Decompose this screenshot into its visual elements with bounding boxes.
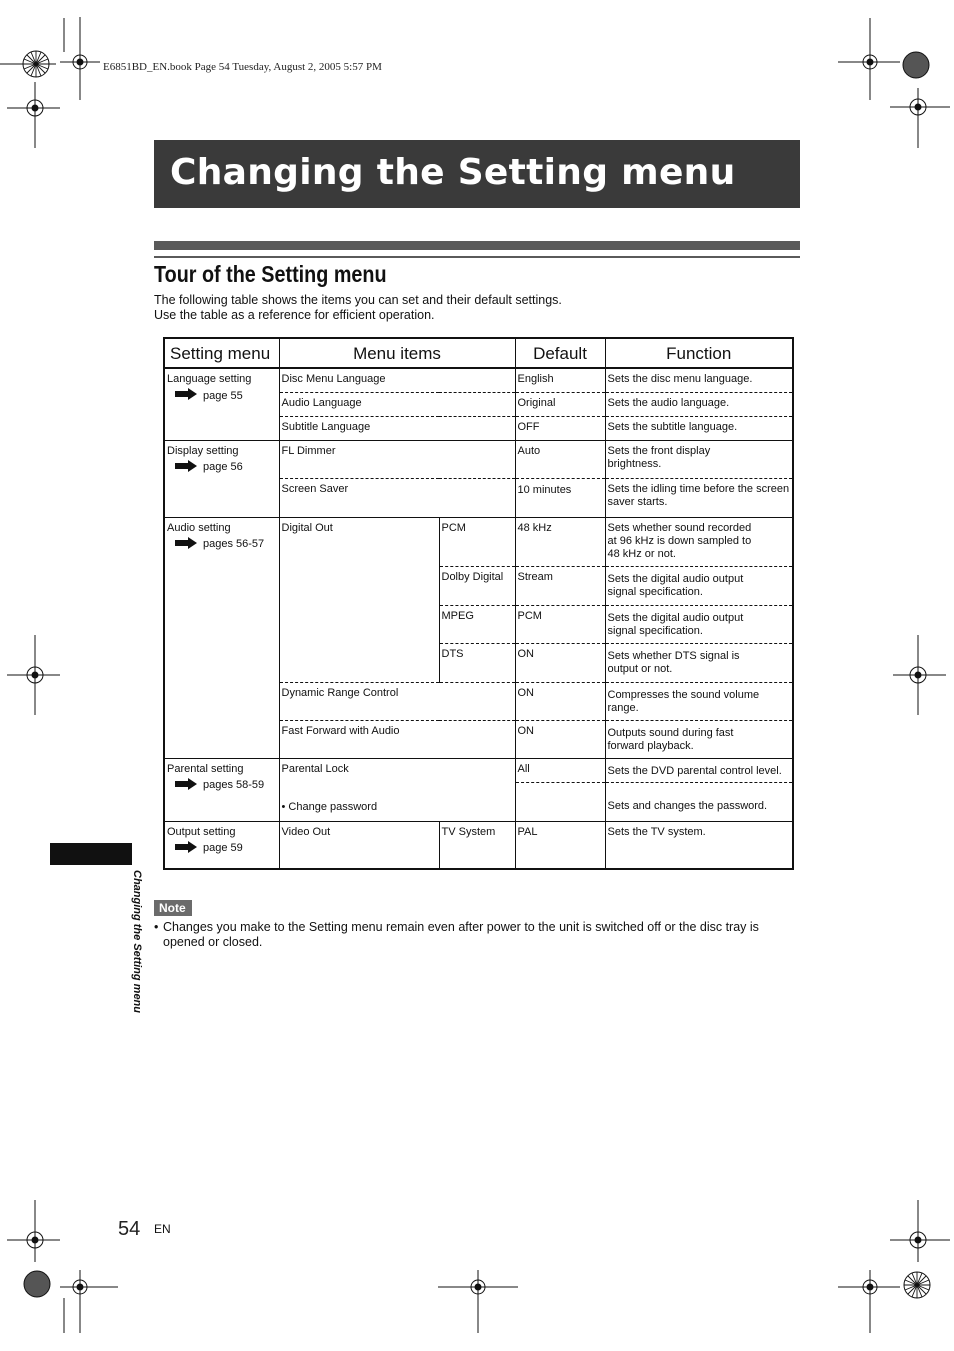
note-bullet: • [154,920,159,934]
page-ref-arrow-icon [175,778,197,794]
page-ref: page 56 [203,461,243,473]
menu-subitem: MPEG [439,605,515,643]
setting-audio-cell [164,517,279,758]
default-value: ON [515,720,605,758]
default-value: ON [515,643,605,682]
function-text [605,643,793,682]
menu-item: Dynamic Range Control [279,682,515,720]
page-ref: pages 58-59 [203,779,265,791]
default-value: ON [515,682,605,720]
default-value: PCM [515,605,605,643]
function-line: forward playback. [607,739,694,752]
page-ref: page 55 [203,389,243,402]
page-language: EN [154,1222,171,1236]
setting-display-cell [164,440,279,517]
function-line: Compresses the sound volume [607,688,760,701]
section-rule [154,241,800,250]
function-text [605,478,793,517]
page-number: 54 [118,1218,141,1240]
default-value: 10 minutes [515,478,605,517]
setting-name: Display setting [167,444,239,457]
menu-subitem: TV System [439,821,515,869]
intro-line: Use the table as a reference for efficient operation. [154,308,435,322]
header-function: Function [605,338,793,368]
table-header-row [164,338,793,368]
table-row [164,821,793,869]
function-text [605,720,793,758]
function-line: Sets the digital audio output [607,572,744,585]
menu-item: Audio Language [279,392,515,416]
intro-text [154,293,562,323]
function-line: Outputs sound during fast [607,726,734,739]
chapter-tab [50,843,132,865]
setting-name: Language setting [167,373,252,385]
function-text [605,605,793,643]
page-title-bar [154,140,800,208]
menu-item-digital-out: Digital Out [279,517,439,682]
menu-item: Disc Menu Language [279,368,515,392]
print-header: E6851BD_EN.book Page 54 Tuesday, August 2, 2005 5:57 PM [103,61,382,73]
table-row [164,368,793,392]
menu-subitem: • Change password [281,800,378,813]
header-menu-items: Menu items [279,338,515,368]
page-ref-arrow-icon [175,537,197,553]
function-line: signal specification. [607,585,703,598]
function-text: Sets the DVD parental control level. [605,758,793,782]
function-text: Sets and changes the password. [605,782,793,821]
function-line: 48 kHz or not. [607,547,676,560]
function-line: signal specification. [607,624,703,637]
menu-item: Screen Saver [279,478,515,517]
function-text: Sets the subtitle language. [605,416,793,440]
function-text [605,440,793,478]
header-default: Default [515,338,605,368]
function-line: saver starts. [607,495,668,508]
page-title: Changing the Setting menu [170,152,736,193]
function-line: Sets the idling time before the screen [607,482,790,495]
default-value: 48 kHz [515,517,605,566]
function-text: Sets the TV system. [605,821,793,869]
page-ref-arrow-icon [175,841,197,857]
table-row [164,440,793,478]
function-text: Sets the audio language. [605,392,793,416]
function-line: Sets the front display [607,444,711,457]
menu-item: Video Out [279,821,439,869]
function-text [605,682,793,720]
setting-name: Audio setting [167,521,231,534]
menu-item: FL Dimmer [279,440,515,478]
setting-parental-cell [164,758,279,821]
setting-output-cell [164,821,279,869]
default-value: All [515,758,605,782]
settings-table [163,337,794,870]
page-ref-arrow-icon [175,460,197,476]
function-line: at 96 kHz is down sampled to [607,534,752,547]
setting-name: Parental setting [167,762,244,775]
menu-item: Parental Lock [281,762,349,775]
intro-line: The following table shows the items you can set and their default settings. [154,293,562,307]
menu-subitem: Dolby Digital [439,566,515,605]
header-setting-menu: Setting menu [164,338,279,368]
chapter-side-label: Changing the Setting menu [131,870,143,1013]
default-value: PAL [515,821,605,869]
default-value [515,782,605,821]
function-line: brightness. [607,457,662,470]
default-value: Auto [515,440,605,478]
menu-item-parental [279,758,515,821]
menu-item: Subtitle Language [279,416,515,440]
function-line: Sets whether sound recorded [607,521,752,534]
function-line: output or not. [607,662,673,675]
default-value: Original [515,392,605,416]
default-value: English [515,368,605,392]
note-text [154,920,794,950]
default-value: Stream [515,566,605,605]
table-row [164,758,793,782]
function-text: Sets the disc menu language. [605,368,793,392]
default-value: OFF [515,416,605,440]
page-ref-arrow-icon [175,388,197,404]
function-line: range. [607,701,639,714]
setting-language-cell [164,368,279,440]
table-row [164,517,793,566]
section-title: Tour of the Setting menu [154,261,387,287]
function-line: Sets whether DTS signal is [607,649,740,662]
page-ref: pages 56-57 [203,538,265,550]
page-ref: page 59 [203,842,243,854]
menu-subitem: DTS [439,643,515,682]
function-line: Sets the digital audio output [607,611,744,624]
note-body: Changes you make to the Setting menu remain even after power to the unit is switched off or the disc tray is opened or closed. [163,920,759,949]
note-label: Note [154,900,192,916]
function-text [605,517,793,566]
menu-item: Fast Forward with Audio [279,720,515,758]
setting-name: Output setting [167,825,236,838]
function-text [605,566,793,605]
section-rule-thin [154,256,800,258]
menu-subitem: PCM [439,517,515,566]
